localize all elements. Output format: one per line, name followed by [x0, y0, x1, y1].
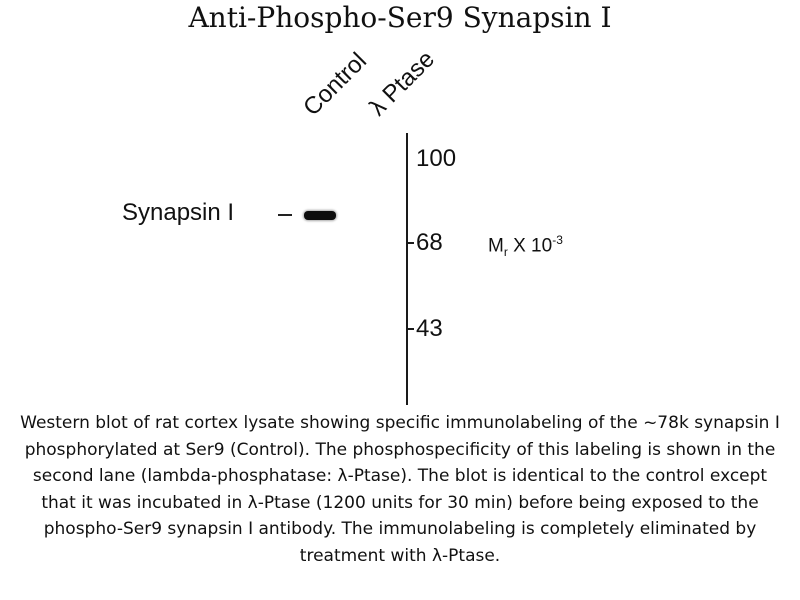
figure-title: Anti-Phospho-Ser9 Synapsin I — [188, 1, 612, 34]
lane-label-control: Control — [298, 47, 373, 122]
units-subscript: r — [503, 245, 508, 260]
lane-label-ptase: λ Ptase — [364, 45, 440, 122]
protein-label: Synapsin I — [122, 199, 235, 226]
western-blot-band — [304, 211, 336, 220]
figure-caption: Western blot of rat cortex lysate showing specific immunolabeling of the ~78k synapsin I phosphorylated at Ser9 (Control). The phosphospecificity of this labeling is shown in the second lane (lambda-phosphatase: λ-Ptase). The blot is identical to the control except that it was incubated in λ-Ptase (1200 units for 30 min) before being exposed to the phospho-Ser9 synapsin I antibody. The immunolabeling is completely eliminated by treatment with λ-Ptase. — [20, 413, 780, 566]
marker-tick-43 — [408, 328, 414, 330]
molecular-weight-units — [488, 228, 563, 264]
marker-label-100: 100 — [416, 145, 457, 172]
units-superscript: -3 — [552, 233, 563, 247]
protein-indicator-dash — [278, 214, 292, 216]
units-middle: X 10 — [507, 235, 553, 257]
marker-axis — [406, 133, 408, 405]
units-prefix: M — [488, 235, 504, 257]
marker-label-43: 43 — [416, 315, 443, 342]
marker-tick-68 — [408, 242, 414, 244]
marker-label-68: 68 — [416, 229, 443, 256]
